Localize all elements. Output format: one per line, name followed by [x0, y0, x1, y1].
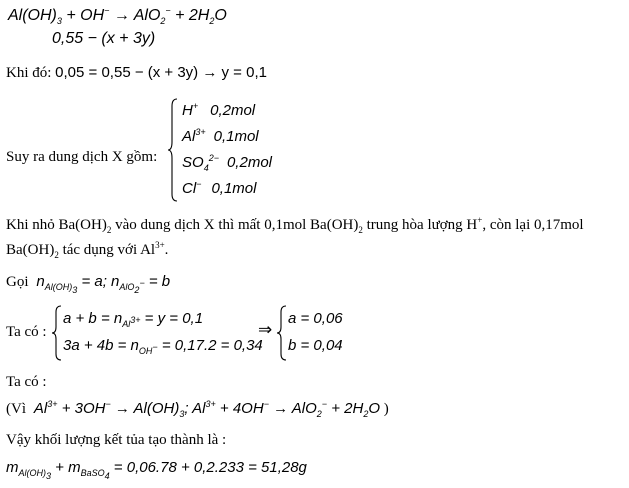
reaction-amount: 0,55 − (x + 3y) — [52, 30, 156, 47]
ion-row-h: H+ 0,2mol — [182, 101, 256, 119]
reaction-rhs: $AlO_2^- + 2H_2O$ — [133, 5, 227, 27]
paragraph-line-1: Khi nhỏ $Ba(OH)_2$ vào dung dịch X thì mất 0,1mol $Ba(OH)_2$ trung hòa lượng H+, còn lại 0,17mol — [6, 215, 584, 235]
vay-line: Vậy khối lượng kết tủa tạo thành là : — [6, 432, 227, 448]
goi-label: Gọi — [6, 274, 29, 290]
khi-do-line — [6, 63, 267, 83]
implies-arrow: ⇒ — [258, 320, 273, 339]
ion-row-cl: Cl− 0,1mol — [182, 179, 257, 197]
equation-2: $3a + 4b = n_{OH^-} = 0,17.2 = 0,34$ — [63, 337, 263, 356]
left-brace-1 — [168, 98, 178, 202]
final-expression: $m_{Al(OH)_3} + m_{BaSO_4} = 0,06.78 + 0,2.233 = 51,28g$ — [6, 459, 307, 481]
paragraph-line-2: $Ba(OH)_2$ tác dụng với $Al^{3+}$. — [6, 240, 169, 260]
reaction-lhs: $Al(OH)_3 + OH^-$ — [8, 5, 110, 27]
goi-line — [6, 272, 171, 295]
left-brace-3 — [277, 305, 287, 361]
equation-1: $a + b = n_{Al^{3+}} = y = 0,1$ — [63, 310, 204, 329]
khi-do-label: Khi đó: — [6, 65, 52, 81]
ion-row-so4: $SO_4^{2-}$ 0,2mol — [182, 153, 272, 173]
khi-do-equation: 0,05 = 0,55 − (x + 3y) → y = 0,1 — [55, 64, 267, 81]
ion-row-al: $Al^{3+}$ 0,1mol — [182, 127, 259, 145]
taco-label-2: Ta có : — [6, 374, 47, 390]
left-brace-2 — [52, 305, 62, 361]
goi-expression: $n_{Al(OH)_3} = a$; $n_{AlO_2^-} = b$ — [32, 273, 171, 295]
vi-line: (Vì $Al^{3+} + 3OH^- \to Al(OH)_3$; $Al^{3+} + 4OH^- \to AlO_2^- + 2H_2O$ ) — [6, 399, 389, 419]
result-a: a = 0,06 — [288, 310, 343, 327]
suy-ra-label: Suy ra dung dịch X gồm: — [6, 149, 158, 165]
reaction-arrow: → — [113, 7, 130, 24]
result-b: b = 0,04 — [288, 337, 343, 354]
taco-label-1: Ta có : — [6, 324, 47, 340]
reaction-equation-1 — [8, 6, 227, 26]
